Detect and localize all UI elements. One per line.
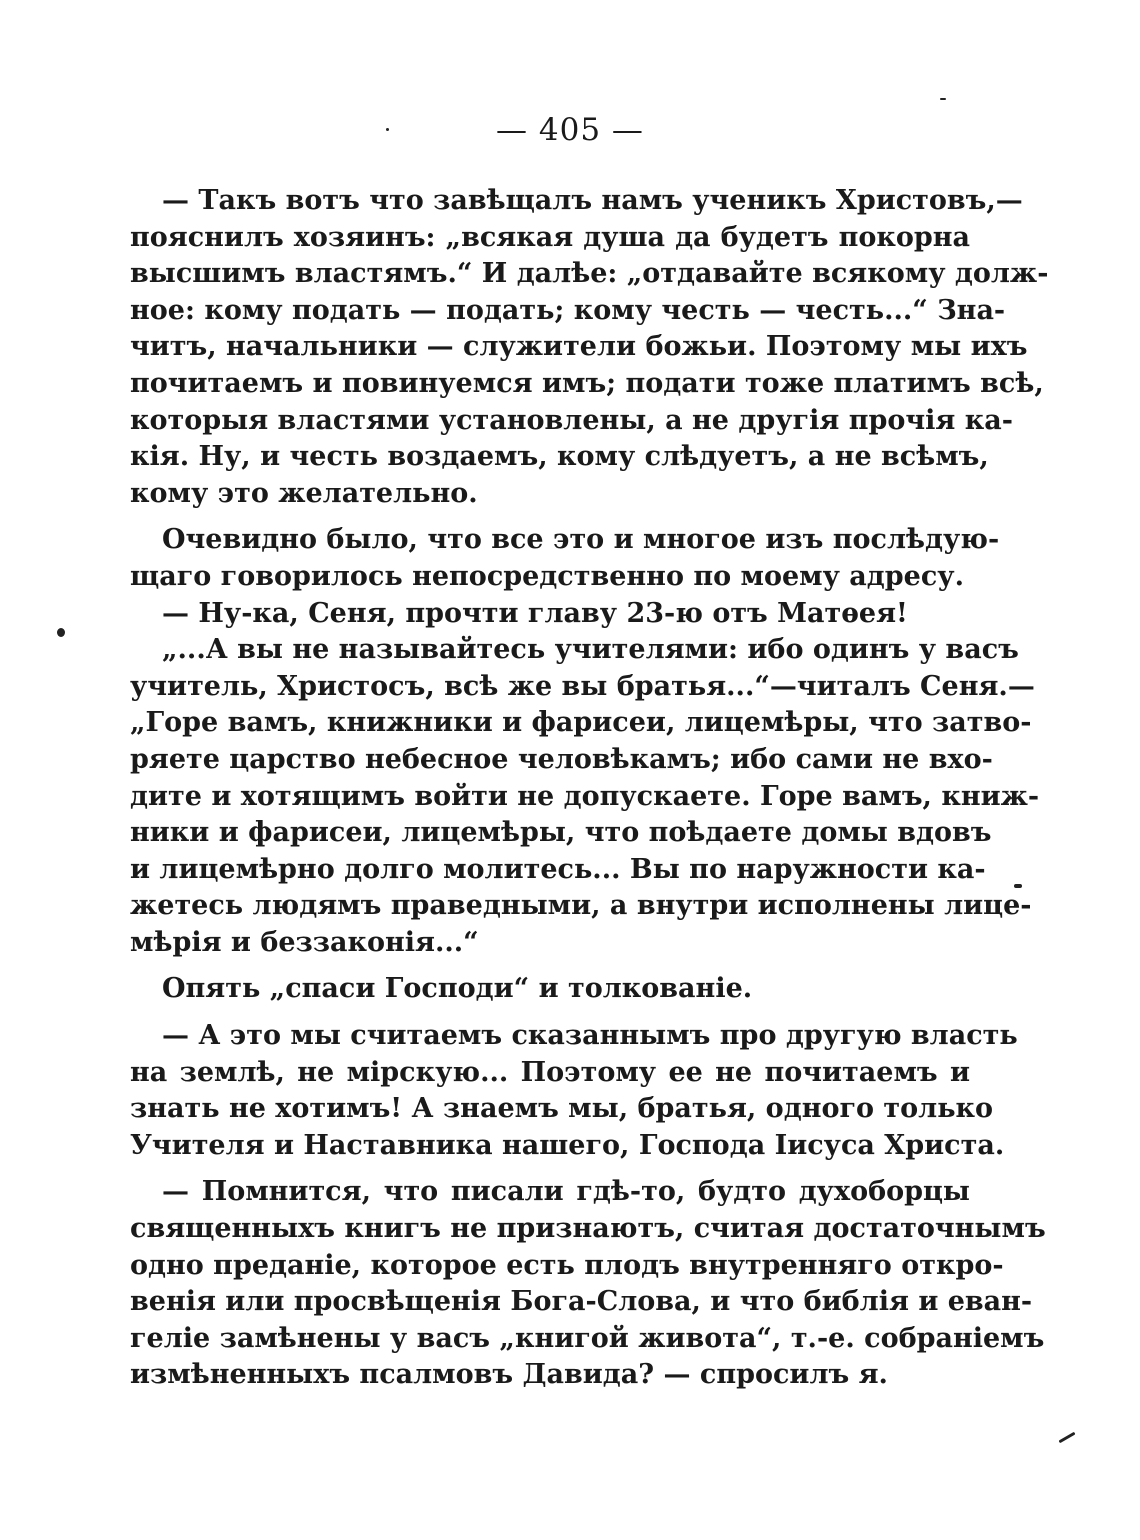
text-line: дите и хотящимъ войти не допускаете. Горе вамъ, книж- [130,780,1040,812]
text-line: кому это желательно. [130,477,478,509]
text-line: жетесь людямъ праведными, а внутри исполнены лице- [130,890,1032,922]
scan-speck [1058,1432,1075,1444]
text-line: мѣрія и беззаконія...“ [130,926,479,958]
text-line: знать не хотимъ! А знаемъ мы, братья, одного только [130,1093,994,1125]
text-line: геліе замѣнены у васъ „книгой живота“, т.-е. собраніемъ [130,1322,1045,1354]
text-line: — Помнится, что писали гдѣ-то, будто духоборцы [162,1176,970,1208]
text-line: учитель, Христосъ, всѣ же вы братья...“—читалъ Сеня.— [130,670,1035,702]
scan-speck [1014,884,1022,888]
text-line: на землѣ, не мірскую... Поэтому ее не почитаемъ и [130,1056,970,1088]
text-line: — А это мы считаемъ сказаннымъ про другую власть [162,1020,1018,1052]
text-line: измѣненныхъ псалмовъ Давида? — спросилъ я. [130,1359,888,1391]
text-line: венія или просвѣщенія Бога-Слова, и что библія и еван- [130,1286,1033,1318]
text-line: одно преданіе, которое есть плодъ внутренняго откро- [130,1249,1004,1281]
text-line: священныхъ книгъ не признаютъ, считая достаточнымъ [130,1213,1046,1245]
page-number: — 405 — [496,112,644,148]
text-line: — Ну-ка, Сеня, прочти главу 23-ю отъ Матѳея! [162,597,908,629]
text-line: кія. Ну, и честь воздаемъ, кому слѣдуетъ, а не всѣмъ, [130,441,989,473]
text-line: которыя властями установлены, а не другія прочія ка- [130,404,1013,436]
text-line: ряете царство небесное человѣкамъ; ибо сами не вхо- [130,743,993,775]
text-line: ники и фарисеи, лицемѣры, что поѣдаете домы вдовъ [130,817,992,849]
text-line: почитаемъ и повинуемся имъ; подати тоже платимъ всѣ, [130,367,1044,399]
scan-speck [386,128,389,131]
text-line: пояснилъ хозяинъ: „всякая душа да будетъ покорна [130,221,970,253]
text-line: Учителя и Наставника нашего, Господа Іисуса Христа. [130,1129,1005,1161]
text-line: щаго говорилось непосредственно по моему адресу. [130,560,964,592]
text-line: „Горе вамъ, книжники и фарисеи, лицемѣры, что затво- [130,707,1032,739]
text-line: „...А вы не называйтесь учителями: ибо одинъ у васъ [162,634,1019,666]
scan-speck [57,628,65,637]
text-line: Очевидно было, что все это и многое изъ послѣдую- [162,524,1000,556]
text-line: — Такъ вотъ что завѣщалъ намъ ученикъ Христовъ,— [162,185,1023,216]
text-line: читъ, начальники — служители божьи. Поэтому мы ихъ [130,331,1028,363]
text-line: Опять „спаси Господи“ и толкованіе. [162,973,753,1005]
text-line: высшимъ властямъ.“ И далѣе: „отдавайте всякому долж- [130,258,1049,290]
text-line: ное: кому подать — подать; кому честь — честь...“ Зна- [130,294,1006,326]
text-line: и лицемѣрно долго молитесь... Вы по наружности ка- [130,853,986,885]
scan-speck [940,98,946,100]
body-text [130,183,1049,1394]
